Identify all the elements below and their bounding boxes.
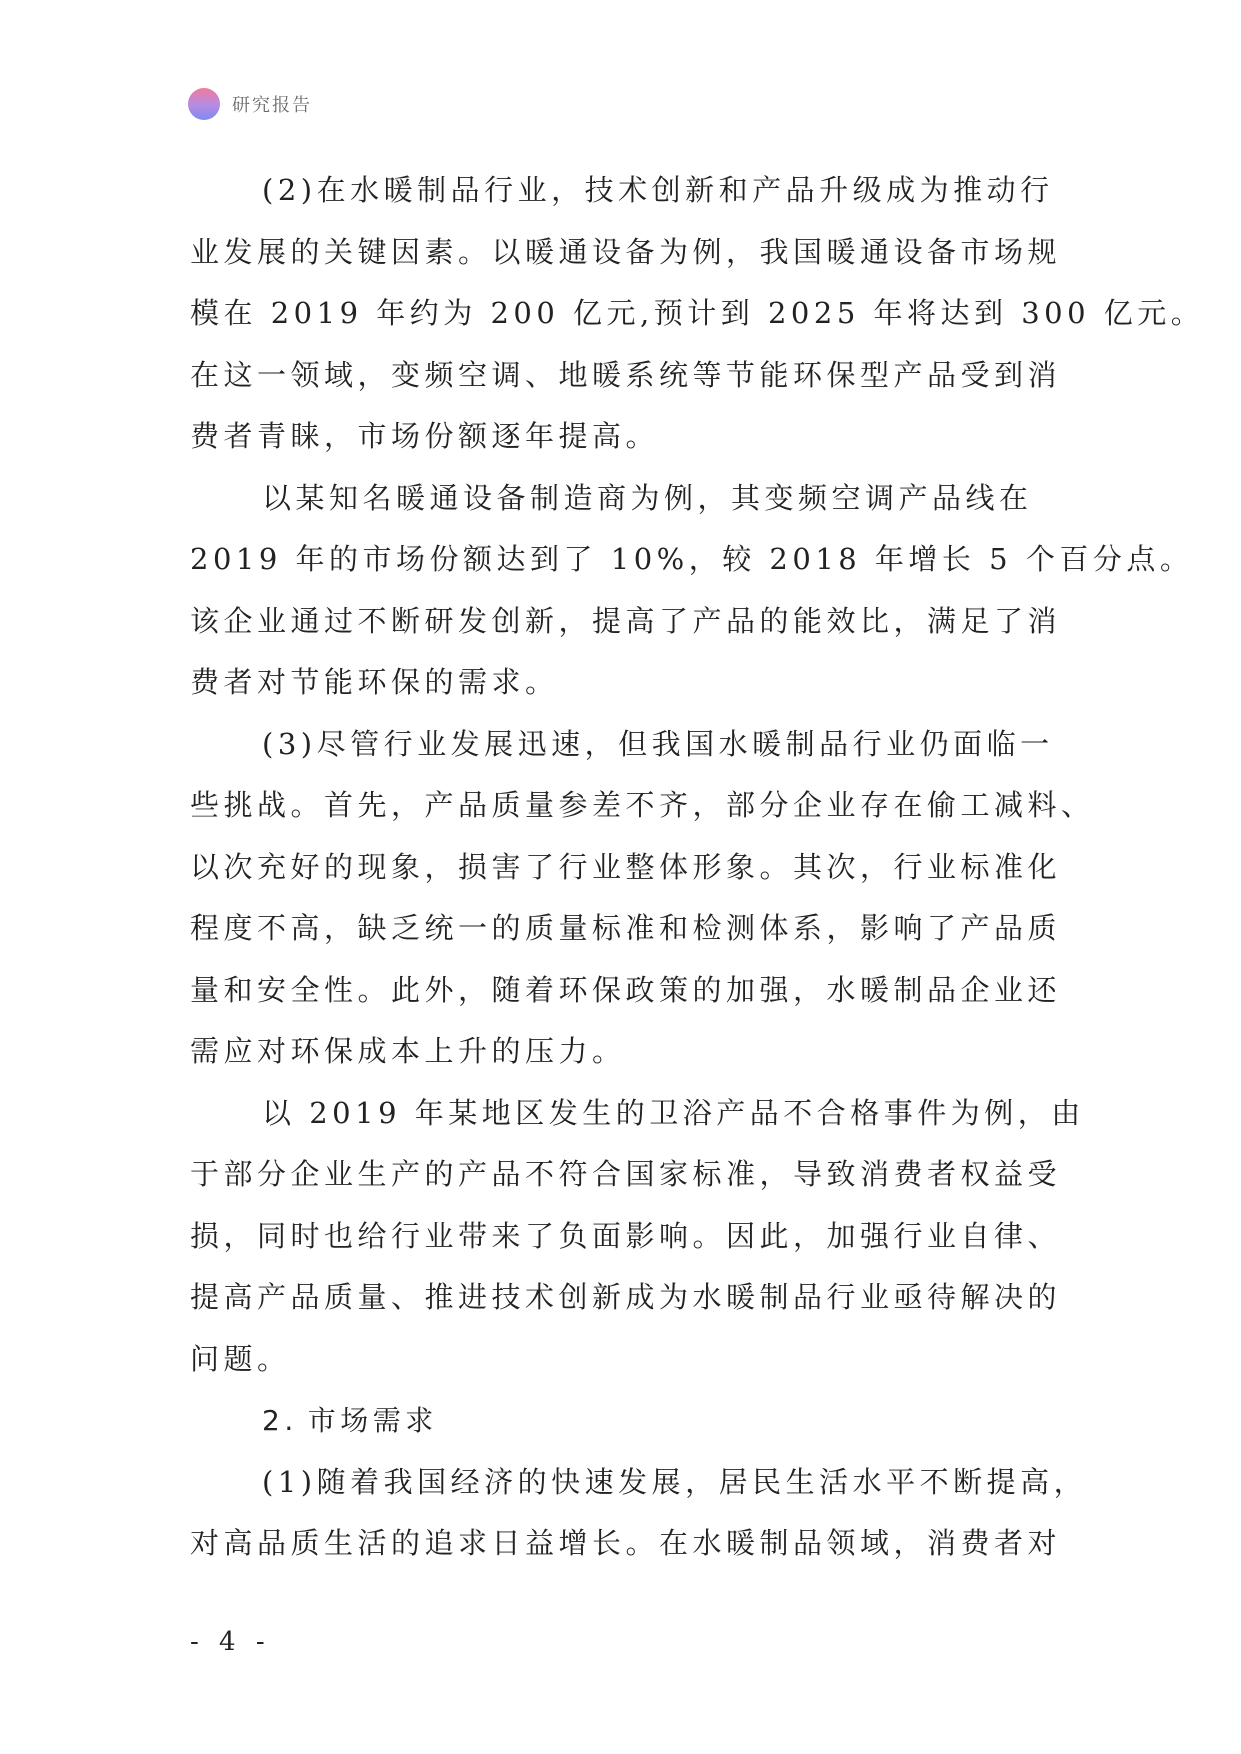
text-line: 量和安全性。此外，随着环保政策的加强，水暖制品企业还 — [190, 972, 1062, 1007]
text-line: 于部分企业生产的产品不符合国家标准，导致消费者权益受 — [190, 1157, 1062, 1191]
text-line: (1)随着我国经济的快速发展，居民生活水平不断提高， — [262, 1464, 1088, 1499]
text-line: 以 2019 年某地区发生的卫浴产品不合格事件为例，由 — [262, 1095, 1085, 1130]
header-title: 研究报告 — [232, 95, 312, 116]
text-line: 费者青睐，市场份额逐年提高。 — [190, 419, 660, 453]
text-line: 该企业通过不断研发创新，提高了产品的能效比，满足了消 — [190, 603, 1062, 638]
text-line: 需应对环保成本上升的压力。 — [190, 1034, 626, 1068]
text-line: 些挑战。首先，产品质量参差不齐，部分企业存在偷工减料、 — [190, 788, 1095, 822]
section-title: 市场需求 — [307, 1404, 438, 1437]
text-line: (2)在水暖制品行业，技术创新和产品升级成为推动行 — [262, 173, 1054, 207]
page-header — [188, 88, 312, 120]
text-line: 费者对节能环保的需求。 — [190, 665, 559, 699]
text-line: 以某知名暖通设备制造商为例，其变频空调产品线在 — [262, 480, 1033, 515]
text-line: 业发展的关键因素。以暖通设备为例，我国暖通设备市场规 — [190, 234, 1062, 269]
text-line: 程度不高，缺乏统一的质量标准和检测体系，影响了产品质 — [190, 911, 1062, 945]
section-heading — [190, 1390, 1090, 1452]
document-body — [190, 160, 1205, 1575]
text-line: 问题。 — [190, 1341, 291, 1376]
text-line: 2019 年的市场份额达到了 10%，较 2018 年增长 5 个百分点。 — [190, 542, 1194, 576]
section-number: 2. — [262, 1404, 298, 1437]
text-line: 损，同时也给行业带来了负面影响。因此，加强行业自律、 — [190, 1218, 1062, 1253]
logo-icon — [188, 88, 220, 120]
text-line: 以次充好的现象，损害了行业整体形象。其次，行业标准化 — [190, 849, 1062, 884]
text-line: 提高产品质量、推进技术创新成为水暖制品行业亟待解决的 — [190, 1280, 1062, 1314]
text-line: 在这一领域，变频空调、地暖系统等节能环保型产品受到消 — [190, 357, 1062, 392]
text-line: 对高品质生活的追求日益增长。在水暖制品领域，消费者对 — [190, 1526, 1062, 1560]
text-line: 模在 2019 年约为 200 亿元,预计到 2025 年将达到 300 亿元。 — [190, 296, 1205, 330]
page-number: - 4 - — [190, 1627, 271, 1657]
text-line: (3)尽管行业发展迅速，但我国水暖制品行业仍面临一 — [262, 726, 1054, 761]
